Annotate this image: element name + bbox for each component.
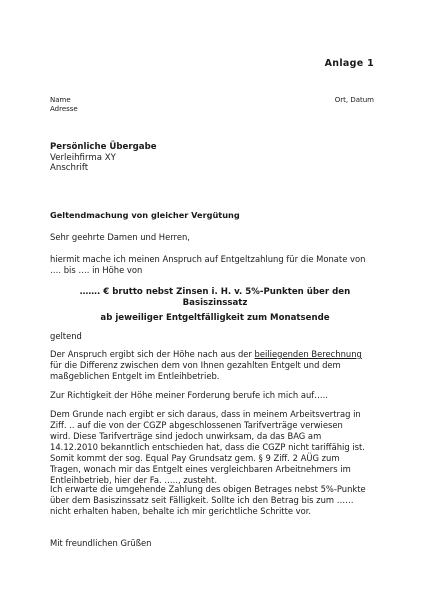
text-line: Ich erwarte die umgehende Zahlung des obigen Betrages nebst 5%-Punkte: [50, 484, 366, 494]
claim-amount-block: [50, 287, 380, 309]
claim-line: ……. € brutto nebst Zinsen i. H. v. 5%-Punkten über den: [79, 287, 351, 297]
text-line: …. bis …. in Höhe von: [50, 264, 143, 275]
salutation: Sehr geehrte Damen und Herren,: [50, 232, 190, 242]
recipient-company: Verleihfirma XY: [50, 152, 116, 163]
claim-line: Basiszinssatz: [182, 298, 248, 308]
text-line: 14.12.2010 bekanntlich entschieden hat, dass die CGZP nicht tariffähig ist.: [50, 441, 365, 452]
claim-due-block: [50, 313, 380, 324]
letter-subject: Geltendmachung von gleicher Vergütung: [50, 210, 240, 220]
text-line: Tragen, wonach mir das Entgelt eines vergleichbaren Arbeitnehmers im: [50, 463, 351, 474]
text-line: maßgeblichen Entgelt im Entleihbetrieb.: [50, 370, 220, 381]
text-line: Zur Richtigkeit der Höhe meiner Forderung berufe ich mich auf…..: [50, 390, 328, 400]
recipient-address: Anschrift: [50, 163, 89, 174]
text-line: wird. Diese Tarifverträge sind jedoch unwirksam, da das BAG am: [50, 430, 322, 441]
text-line: Somit kommt der sog. Equal Pay Grundsatz gem. § 9 Ziff. 2 AÜG zum: [50, 452, 340, 463]
text-line: Entleihbetrieb, hier der Fa. ….., zusteht.: [50, 474, 218, 485]
text-line: für die Differenz zwischen dem von Ihnen gezahlten Entgelt und dem: [50, 359, 341, 370]
text-segment: Der Anspruch ergibt sich der Höhe nach aus der: [50, 349, 255, 359]
paragraph-payment-demand: [50, 484, 380, 517]
attachment-reference: beiliegenden Berechnung: [254, 349, 362, 359]
text-line: über dem Basiszinssatz seit Fälligkeit. Sollte ich den Betrag bis zum ……: [50, 494, 354, 505]
sender-block: [50, 96, 78, 114]
text-line: nicht erhalten haben, behalte ich mir gerichtliche Schritte vor.: [50, 505, 312, 516]
recipient-block: [50, 142, 157, 174]
attachment-label: Anlage 1: [324, 58, 374, 69]
place-date: Ort, Datum: [334, 96, 374, 104]
recipient-delivery-note: Persönliche Übergabe: [50, 142, 157, 152]
text-line: [50, 349, 380, 360]
paragraph-claim-intro: [50, 254, 380, 276]
text-line: Ziff. .. auf die von der CGZP abgeschlossenen Tarifverträge verwiesen: [50, 419, 343, 430]
text-line: Dem Grunde nach ergibt er sich daraus, dass in meinem Arbeitsvertrag in: [50, 409, 361, 419]
paragraph-calculation: [50, 349, 380, 382]
text-line: hiermit mache ich meinen Anspruch auf Entgeltzahlung für die Monate von: [50, 254, 366, 264]
claim-asserted: geltend: [50, 331, 82, 341]
sender-address: Adresse: [50, 104, 78, 113]
claim-line: ab jeweiliger Entgeltfälligkeit zum Monatsende: [100, 313, 330, 323]
closing-phrase: Mit freundlichen Grüßen: [50, 538, 152, 548]
paragraph-evidence: [50, 390, 380, 401]
paragraph-legal-basis: [50, 409, 380, 485]
sender-name: Name: [50, 96, 71, 104]
